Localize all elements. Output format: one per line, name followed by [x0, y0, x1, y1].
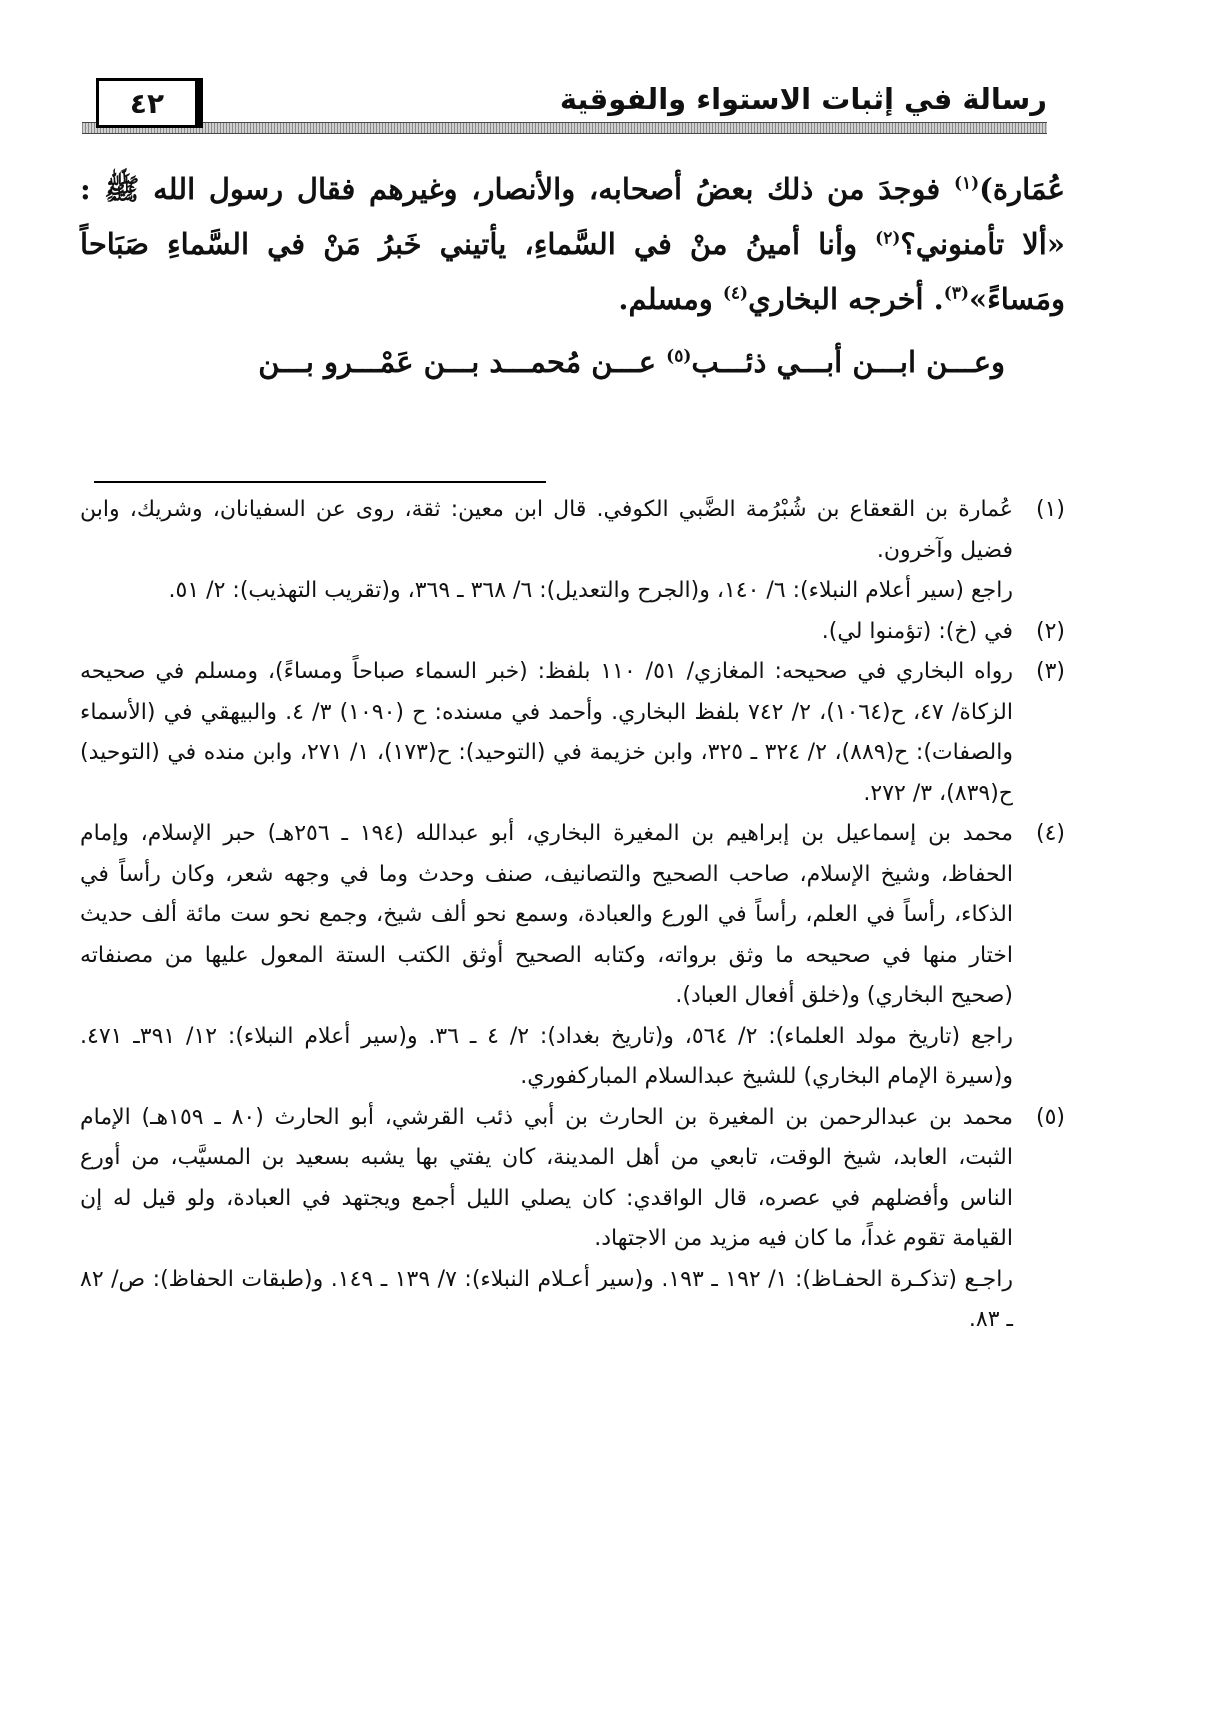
main-paragraph-2: [80, 335, 1065, 390]
footnote-text: راجع (سير أعلام النبلاء): ٦/ ١٤٠، و(الجرح والتعديل): ٦/ ٣٦٨ ـ ٣٦٩، و(تقريب التهذيب): ٢/ ٥١.: [168, 578, 1013, 603]
footnote-4: [80, 814, 1065, 1098]
footnote-ref: (٣): [943, 283, 969, 304]
footnote-text: راجع (تاريخ مولد العلماء): ٢/ ٥٦٤، و(تاريخ بغداد): ٢/ ٤ ـ ٣٦. و(سير أعلام النبلاء): ١٢/ ٣٩١ـ ٤٧١. و(سيرة الإمام البخاري) للشيخ عبدالسلام المباركفوري.: [80, 1023, 1014, 1089]
footnote-number: (٣): [1035, 659, 1065, 684]
footnote-ref: (١): [953, 173, 980, 194]
footnote-separator: [94, 481, 546, 483]
footnote-number: (١): [1035, 497, 1065, 522]
book-title: رسالة في إثبات الاستواء والفوقية: [559, 82, 1047, 116]
footnote-number: (٤): [1035, 821, 1065, 846]
page-number: ٤٢: [96, 78, 198, 128]
footnote-5: [80, 1098, 1065, 1341]
hadith-quote: وأنا أمينُ منْ في السَّماءِ، يأتيني خَبرُ مَنْ في السَّماءِ صَبَاحاً ومَساءً»: [80, 227, 1065, 316]
text-segment: عـــن مُحمـــد بـــن عَمْـــرو بـــن: [258, 345, 667, 379]
footnotes: [80, 490, 1065, 1341]
footnote-text: عُمارة بن القعقاع بن شُبْرُمة الضَّبي الكوفي. قال ابن معين: ثقة، روى عن السفيانان، وشريك، وابن فضيل وآخرون.: [80, 497, 1013, 563]
text-segment: ومسلم.: [618, 282, 723, 316]
main-text: [80, 162, 1065, 390]
footnote-number: (٥): [1035, 1104, 1065, 1130]
text-segment: فوجدَ من ذلك بعضُ أصحابه، والأنصار، وغيرهم فقال رسول الله ﷺ :: [80, 172, 954, 206]
footnote-text: رواه البخاري في صحيحه: المغازي/ ٥١/ ١١٠ بلفظ: (خبر السماء صباحاً ومساءً)، ومسلم في صحيحه الزكاة/ ٤٧، ح(١٠٦٤)، ٢/ ٧٤٢ بلفظ البخاري. وأحمد في مسنده: ح (١٠٩٠) ٣/ ٤. والبيهقي في (الأسماء والصفات): ح(٨٨٩)، ٢/ ٣٢٤ ـ ٣٢٥، وابن خزيمة في (التوحيد): ح(١٧٣)، ١/ ٢٧١، وابن منده في (التوحيد) ح(٨٣٩)، ٣/ ٢٧٢.: [80, 659, 1013, 806]
footnote-text: محمد بن عبدالرحمن بن المغيرة بن الحارث بن أبي ذئب القرشي، أبو الحارث (٨٠ ـ ١٥٩هـ) الإمام الثبت، العابد، شيخ الوقت، تابعي من أهل المدينة، كان يفتي بها يشبه بسعيد بن المسيَّب، من أورع الناس وأفضلهم في عصره، قال الواقدي: كان يصلي الليل أجمع ويجتهد في العبادة، ولو قيل له إن القيامة تقوم غداً، ما كان فيه مزيد من الاجتهاد.: [80, 1104, 1013, 1251]
main-paragraph-1: [80, 162, 1065, 327]
footnote-ref: (٤): [722, 283, 749, 304]
page-header: [82, 78, 1047, 134]
text-segment: وعـــن ابـــن أبـــي ذئـــب: [691, 345, 1005, 379]
footnote-number: (٢): [1035, 618, 1065, 644]
footnote-text: راجـع (تذكـرة الحفـاظ): ١/ ١٩٢ ـ ١٩٣. و(سير أعـلام النبلاء): ٧/ ١٣٩ ـ ١٤٩. و(طبقات الحفاظ): ص/ ٨٢ ـ ٨٣.: [80, 1266, 1013, 1332]
text-segment: عُمَارة): [979, 172, 1065, 206]
footnote-ref: (٥): [666, 346, 692, 367]
text-segment: . أخرجه البخاري: [748, 282, 944, 316]
footnote-1: [80, 490, 1065, 612]
footnote-2: [80, 612, 1065, 653]
footnote-text: في (خ): (تؤمنوا لي).: [821, 618, 1013, 644]
hadith-quote: «ألا تأمنوني؟: [900, 227, 1065, 261]
header-rule: [82, 122, 1047, 134]
footnote-3: [80, 652, 1065, 814]
footnote-ref: (٢): [875, 228, 901, 249]
footnote-text: محمد بن إسماعيل بن إبراهيم بن المغيرة البخاري، أبو عبدالله (١٩٤ ـ ٢٥٦هـ) حبر الإسلام، وإمام الحفاظ، وشيخ الإسلام، صاحب الصحيح والتصانيف، صنف وحدث وما في وجهه شعر، وكان رأساً في الذكاء، رأساً في العلم، رأساً في الورع والعبادة، وسمع نحو ألف شيخ، وجمع نحو ست مائة ألف حديث اختار منها في صحيحه ما وثق برواته، وكتابه الصحيح أوثق الكتب الستة المعول عليها من مصنفاته (صحيح البخاري) و(خلق أفعال العباد).: [80, 821, 1014, 1008]
